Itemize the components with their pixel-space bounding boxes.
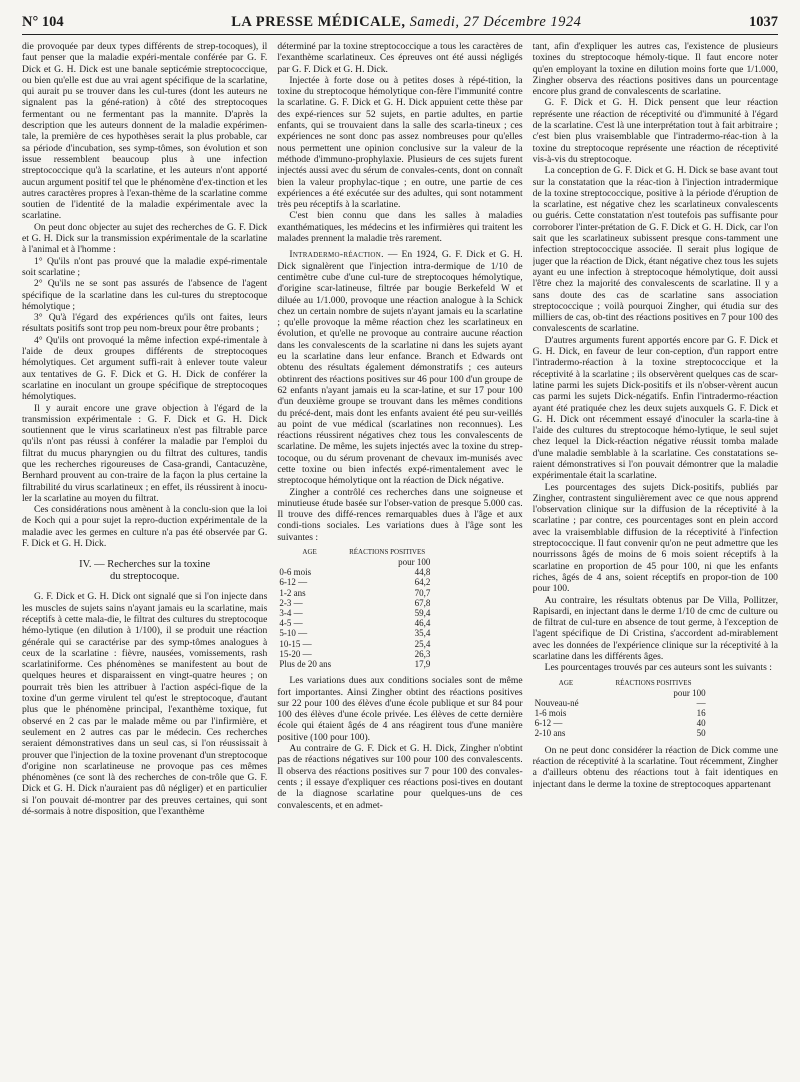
- age-cell: 5-10 —: [279, 628, 308, 639]
- section-heading-line-1: IV. — Recherches sur la toxine: [79, 559, 211, 571]
- age-cell: 2-3 —: [279, 597, 303, 608]
- issue-date: Samedi, 27 Décembre 1924: [409, 14, 582, 30]
- section-heading-line-2: du streptocoque.: [109, 571, 180, 583]
- age-cell: 4-5 —: [279, 618, 303, 629]
- paragraph: On ne peut donc considérer la réaction de Dick comme une réaction de réceptivité à la scarlatine. Tout récemment, Zingher a d'ailleurs obtenu des réactions tout à fait identiques en injectant dans le derme la toxine de streptocoques appartenant: [532, 744, 778, 790]
- age-cell: Nouveau-né: [534, 697, 579, 708]
- table-unit: pour 100: [398, 557, 431, 568]
- age-cell: 10-15 —: [279, 638, 312, 649]
- journal-title: [231, 14, 581, 31]
- paragraph-text: — En 1924, G. F. Dick et G. H. Dick signalèrent que l'injection intra-dermique de 1/10 de centimètre cube d'une cul-ture de streptocoques hémolytique, d'origine scar-latineuse, filtrée par bougie Berkefeld W et diluée au 1/1.000, provoque une réaction analogue à la Schick chez un certain nombre de sujets n'ayant jamais eu la scarlatine ; qu'elle provoque la même réaction chez les scarlatineux en évolution, et qu'elle ne provoque au contraire aucune réaction dans les convalescents de la scarlatine ni dans les sujets ayant eu la scarlatine dans leur enfance. Branch et Edwards ont obtenu des résultats également démonstratifs ; ces auteurs obtinrent des réactions positives sur 46 pour 100 d'un groupe de 62 enfants n'ayant jamais eu la scar-latine, et sur 17 pour 100 d'un deuxième groupe se trouvant dans les mêmes conditions du précé-dent, mais dont les enfants avaient été peu sur-veillés au point de vue médical (scarlatines non reconnues). Les réactions réussirent négatives chez tous les convalescents de scarlatine. De même, les sujets injectés avec la toxine du strep-tocoque, ou du sérum provenant de chevaux im-munisés avec cette toxine ou bien infectés expé-rimentalement avec le streptocoque hémolytique ont la réaction de Dick négative.: [277, 249, 523, 487]
- table-row: [277, 567, 432, 577]
- table-row: [277, 618, 432, 628]
- table-header-reactions: RÉACTIONS POSITIVES: [349, 548, 426, 557]
- section-heading: [22, 559, 267, 583]
- article-columns: [22, 41, 778, 1071]
- age-cell: 6-12 —: [534, 718, 563, 729]
- journal-name: LA PRESSE MÉDICALE,: [231, 14, 406, 30]
- table-row: [533, 708, 708, 718]
- age-cell: 1-2 ans: [279, 587, 306, 598]
- paragraph: C'est bien connu que dans les salles à maladies exanthématiques, les médecins et les infirmières qui traitent les malades prennent la maladie très rarement.: [277, 210, 523, 245]
- age-reaction-table-zingher: [277, 547, 432, 669]
- paragraph: G. F. Dick et G. H. Dick ont signalé que si l'on injecte dans les muscles de sujets sains n'ayant jamais eu la scarlatine, mais réceptifs à cette mala-die, le filtrat des cultures du streptocoque hémo-lytique (en dilution à 1/100), il se produit une réaction générale qui se caractérise par des symp-tômes analogues à ceux de la scarlatine : fièvre, nausées, vomissements, rash scarlatiniforme. Ces phénomènes se manifestent au bout de quelques heures et disparaissent en vingt-quatre heures ; on pourrait très bien les attribuer à l'action aspéci-fique de la toxine d'un germe virulent tel qu'est le streptocoque, d'autant plus que le phénomène principal, l'exanthème toxique, fut observé en 2 cas par le malade même ou par l'infirmière, et seulement en 2 autres cas par le médecin. Ces recherches seraient démonstratives dans un seul cas, si l'on réussissait à prouver que l'injection de la toxine provenant d'un streptocoque d'origine non scarlatineuse ne provoque pas ces mêmes phénomènes (ce sont là des recherches de con-trôle que G. F. Dick et G. H. Dick n'auraient pas dû négliger) et en particulier si l'on pouvait dé-montrer par des preuves certaines, qui sont dé-sormais à notre disposition, que l'exanthème: [22, 591, 268, 817]
- table-row: [277, 649, 432, 659]
- paragraph: D'autres arguments furent apportés encore par G. F. Dick et G. H. Dick, en faveur de leur con-ception, d'un rapport entre l'intradermo-réaction à la toxine streptococcique et la réceptivité à la scarlatine ; ils observèrent quelques cas de scar-latine parmi les sujets Dick-positifs et ils n'obser-vèrent aucun cas parmi les sujets Dick-négatifs. Enfin l'intradermo-réaction ayant été pratiquée chez les deux sujets auxquels G. F. Dick et G. H. Dick ont récemment essayé d'inoculer la scarla-tine à l'aide des cultures du streptocoque hémo-lytique, le seul sujet chez lequel la Dick-réaction négative réussit tomba malade d'une maladie semblable à la scarlatine. Ces constatations se-raient démonstratives si l'on pouvait démontrer que la maladie expérimentale était la scarlatine.: [532, 334, 778, 482]
- table-header-age: AGE: [558, 678, 574, 687]
- list-item: 1° Qu'ils n'ont pas prouvé que la maladie expé-rimentale soit scarlatine ;: [22, 255, 268, 278]
- paragraph: Au contraire de G. F. Dick et G. H. Dick, Zingher n'obtint pas de réactions négatives sur 100 pour 100 des convalescents. Il observa des réactions positives sur 7 pour 100 des convales-cents ; il essaye d'expliquer ces réactions posi-tives en doutant de la diagnose scarlatine pour quelques-uns de ces convalescents, et en admet-: [277, 743, 523, 811]
- value-cell: —: [696, 697, 706, 708]
- value-cell: 44,8: [414, 567, 431, 578]
- table-row: [533, 698, 708, 708]
- age-cell: 2-10 ans: [534, 728, 566, 739]
- paragraph: déterminé par la toxine streptococcique a tous les caractères de l'exanthème scarlatineux. Ces épreuves ont été aussi négligés par G. F. Dick et G. H. Dick.: [277, 41, 523, 75]
- value-cell: 64,2: [414, 577, 431, 588]
- value-cell: 46,4: [414, 618, 431, 629]
- table-row: [533, 728, 708, 738]
- subsection-label: Intradermo-réaction.: [289, 249, 384, 261]
- paragraph: [277, 249, 522, 486]
- paragraph: Ces considérations nous amènent à la conclu-sion que la loi de Koch qui a pour sujet la repro-duction expérimentale de la maladie avec les germes en culture n'a pas été observée par G. F. Dick et G. H. Dick.: [22, 504, 268, 550]
- paragraph: Les variations dues aux conditions sociales sont de même fort importantes. Ainsi Zingher obtint des réactions positives sur 22 pour 100 des élèves d'une école publique et sur 84 pour 100 des élèves d'une école privée. Les élèves de cette dernière école qui étaient âgés de 4 ans réagirent tous d'une manière positive (100 pour 100).: [277, 675, 523, 743]
- table-header-reactions: RÉACTIONS POSITIVES: [615, 678, 692, 687]
- table-header-age: AGE: [302, 548, 317, 557]
- age-reaction-table-de-villa: [533, 678, 708, 739]
- column-3: [533, 41, 778, 1071]
- value-cell: 17,9: [414, 659, 431, 670]
- age-cell: Plus de 20 ans: [279, 659, 332, 670]
- value-cell: 25,4: [414, 638, 431, 649]
- value-cell: 67,8: [414, 597, 431, 608]
- column-1: [22, 41, 267, 1071]
- paragraph: On peut donc objecter au sujet des recherches de G. F. Dick et G. H. Dick sur la transmission expérimentale de la scarlatine à l'animal et à l'homme :: [22, 221, 268, 256]
- issue-number: N° 104: [22, 14, 64, 30]
- paragraph: La conception de G. F. Dick et G. H. Dick se base avant tout sur la constatation que la réac-tion à l'injection intradermique de la toxine streptococcique, positive à la période d'éruption de la scarlatine, est négative chez les scarlatineux convalescents ou guéris. Cette constatation n'est toutefois pas suffisante pour corroborer l'inter-prétation de G. F. Dick et G. H. Dick, car l'on sait que les scarlatineux subissent presque cons-tamment une infection streptococcique associée. Il serait plus logique de juger que la réaction de Dick, étant négative chez tous les sujets ayant eu une infection à streptocoque hémolytique, doit aussi l'être chez la majorité des convalescents de scarlatine. Il y a sans doute des cas de scarlatine sans association streptococcique ; voilà pourquoi Zingher, qui étudia sur des milliers de cas, ob-tint des réactions positives en 7 pour 100 des convalescents de scarlatine.: [532, 165, 778, 335]
- paragraph: Les pourcentages trouvés par ces auteurs sont les suivants :: [544, 662, 772, 674]
- table-row: [277, 598, 432, 608]
- page-header: [22, 14, 778, 35]
- table-row: [277, 577, 432, 587]
- list-item: 2° Qu'ils ne se sont pas assurés de l'absence de l'agent spécifique de la scarlatine dans les cul-tures du streptocoque hémolytique ;: [22, 278, 268, 312]
- paragraph: Au contraire, les résultats obtenus par De Villa, Pollitzer, Rapisardi, en injectant dans le derme 1/10 de cmc de culture ou de filtrat de cul-ture en absence de tout germe, à l'exception de l'agent spécifique de Di Cristina, s'accordent ad-mirablement avec les données de l'expérience clinique sur la réceptivité à la scarlatine dans les différents âges.: [532, 594, 778, 663]
- paragraph: tant, afin d'expliquer les autres cas, l'existence de plusieurs toxines du streptocoque hémoly-tique. Il faut encore noter qu'en employant la toxine en dilution moins forte que 1/1.000, Zingher observa des réactions positives dans un pourcentage encore plus grand de convalescents de scarlatine.: [532, 41, 778, 98]
- table-row: [277, 639, 432, 649]
- age-cell: 0-6 mois: [279, 567, 312, 578]
- table-row: [533, 718, 708, 728]
- column-2: [277, 41, 522, 1071]
- paragraph: Zingher a contrôlé ces recherches dans une soigneuse et minutieuse étude basée sur l'obser-vation de presque 5.000 cas. Il trouve des diffé-rences remarquables dues à l'âge et aux condi-tions sociales. Les variations dues à l'âge sont les suivantes :: [277, 486, 523, 543]
- value-cell: 70,7: [414, 587, 431, 598]
- age-cell: 1-6 mois: [534, 708, 567, 719]
- paragraph: G. F. Dick et G. H. Dick pensent que leur réaction représente une réaction de réceptivité ou d'immunité à l'égard de la scarlatine. C'est là une interprétation tout à fait arbitraire ; c'est bien plus vraisemblable que l'intradermo-réac-tion à la toxine du streptocoque représente une réaction de réceptivité vis-à-vis du streptocoque.: [532, 97, 778, 165]
- table-unit: pour 100: [673, 687, 706, 698]
- paragraph: Il y aurait encore une grave objection à l'égard de la transmission expérimentale : G. F. Dick et G. H. Dick soutiennent que le virus scarlatineux n'est pas filtrable parce qu'ils n'ont pas réussi à conférer la maladie par l'emploi du filtrat du mucus pharyngien ou du filtrat des cultures, tandis que les recherches rigoureuses de Casa-grandi, Cantacuzène, Bernhard prouvent au con-traire de la façon la plus certaine la filtrabilité du virus scarlatineux ; en effet, ils réussirent à inocu-ler la scarlatine au moyen du filtrat.: [22, 402, 268, 504]
- list-item: 4° Qu'ils ont provoqué la même infection expé-rimentale à l'aide de deux groupes différents de streptocoques hémolytiques. Cet argument suffi-rait à enlever toute valeur aux tentatives de G. F. Dick et G. H. Dick de conférer la scarlatine en inoculant un groupe spécifique de streptocoques hémolytiques.: [22, 334, 268, 403]
- age-cell: 3-4 —: [279, 608, 303, 619]
- value-cell: 16: [696, 708, 706, 719]
- paragraph: die provoquée par deux types différents de strep-tocoques), il faut penser que la maladie expéri-mentale conférée par G. F. Dick et G. H. Dick est une banale septicémie streptococcique, ou bien qu'elle est due au vrai agent spécifique de la scarlatine, qui aurait pu se trouver dans les cul-tures (dont les auteurs ne signalent pas la géné-ration) à côté des streptocoques fermentant ou ne fermentant pas la mannite. D'après la description que les auteurs donnent de la maladie expérimen-tale, la première de ces hypothèses serait la plus probable, car sa période d'incubation, ses symp-tômes, son évolution et son issue ressemblent beaucoup plus à une infection streptococcique qu'à la scarlatine, et les auteurs n'ont apporté aucun argument positif tel que le phénomène d'ex-tinction et les autres caractères propres à l'exan-thème de la scarlatine comme soutien de l'identité de la maladie expérimentale avec la scarlatine.: [22, 41, 268, 222]
- table-row: [277, 659, 432, 669]
- value-cell: 35,4: [414, 628, 431, 639]
- list-item: 3° Qu'à l'égard des expériences qu'ils ont faites, leurs résultats positifs sont trop peu nom-breux pour être probants ;: [22, 312, 268, 335]
- value-cell: 59,4: [414, 608, 431, 619]
- paragraph: Les pourcentages des sujets Dick-positifs, publiés par Zingher, contrastent singulièrement avec ce que nous apprend l'observation clinique sur la diffusion de la réceptivité à la scarlatine ; par contre, ces pourcentages sont en plein accord avec la vraisemblable diffusion de la réceptivité à l'infection streptococcique. Il faut convenir qu'on ne peut admettre que les nourrissons âgés de moins de 6 mois soient réceptifs à la scarlatine en proportion de 45 pour 100, ni que les enfants riches, âgés de 4 ans, soient réceptifs en propor-tion de 100 pour 100.: [532, 481, 778, 595]
- table-row: [277, 608, 432, 618]
- value-cell: 50: [696, 728, 706, 739]
- age-cell: 6-12 —: [279, 577, 308, 588]
- paragraph: Injectée à forte dose ou à petites doses à répé-tition, la toxine du streptocoque hémolytique con-fère l'immunité contre la scarlatine. G. F. Dick et G. H. Dick appuient cette thèse par des expé-riences sur 52 sujets, en partie adultes, en partie enfants, qui se trouvaient dans la salle des scarla-tineux ; ces expériences ne sont donc pas assez nombreuses pour qu'elles nous permettent une opinion conclusive sur la valeur de la méthode d'immuno-prophylaxie. Plusieurs de ces sujets furent injectés aussi avec du sérum de convales-cents, dont on connaît bien la valeur prophylac-tique ; en outre, une partie de ces expériences a été exécutée sur des adultes, qui sont notamment très peu réceptifs à la scarlatine.: [277, 74, 523, 211]
- table-row: [277, 628, 432, 638]
- value-cell: 26,3: [414, 648, 431, 659]
- page-number: 1037: [748, 14, 778, 30]
- table-row: [277, 588, 432, 598]
- value-cell: 40: [696, 718, 706, 729]
- age-cell: 15-20 —: [279, 648, 312, 659]
